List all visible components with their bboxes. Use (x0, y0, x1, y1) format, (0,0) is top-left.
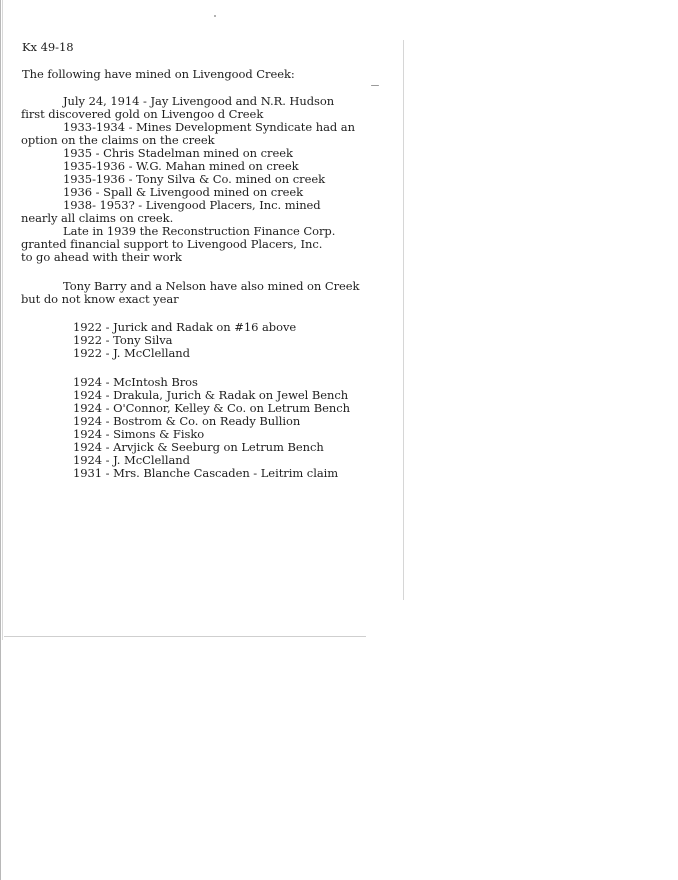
document-id: Kx 49-18 (22, 40, 74, 54)
history-line: nearly all claims on creek. (21, 211, 174, 225)
entry-1922: 1922 - Tony Silva (73, 333, 173, 347)
history-line: granted financial support to Livengood Placers, Inc. (21, 237, 323, 251)
scan-speck (214, 15, 216, 17)
entry-1922: 1922 - J. McClelland (73, 346, 190, 360)
history-line: July 24, 1914 - Jay Livengood and N.R. Hudson (63, 94, 335, 108)
frame-left-line (2, 0, 3, 640)
scan-speck (371, 85, 379, 86)
entry-1924: 1924 - J. McClelland (73, 453, 190, 467)
entry-1924: 1924 - Bostrom & Co. on Ready Bullion (73, 414, 301, 428)
entry-1922: 1922 - Jurick and Radak on #16 above (73, 320, 297, 334)
history-line: 1933-1934 - Mines Development Syndicate had an (63, 120, 355, 134)
note-line: but do not know exact year (21, 292, 179, 306)
entry-1924: 1924 - Drakula, Jurich & Radak on Jewel Bench (73, 388, 349, 402)
note-line: Tony Barry and a Nelson have also mined on Creek (63, 279, 360, 293)
entry-1931: 1931 - Mrs. Blanche Cascaden - Leitrim claim (73, 466, 339, 480)
history-line: first discovered gold on Livengoo d Creek (21, 107, 264, 121)
intro-heading: The following have mined on Livengood Creek: (22, 67, 295, 81)
frame-right-line (403, 40, 404, 600)
entry-1924: 1924 - Arvjick & Seeburg on Letrum Bench (73, 440, 324, 454)
entry-1924: 1924 - Simons & Fisko (73, 427, 205, 441)
history-line: 1935-1936 - W.G. Mahan mined on creek (63, 159, 299, 173)
entry-1924: 1924 - McIntosh Bros (73, 375, 198, 389)
history-line: option on the claims on the creek (21, 133, 215, 147)
history-line: 1935-1936 - Tony Silva & Co. mined on creek (63, 172, 326, 186)
history-line: to go ahead with their work (21, 250, 182, 264)
entry-1924: 1924 - O'Connor, Kelley & Co. on Letrum Bench (73, 401, 350, 415)
scan-edge (0, 0, 1, 880)
history-line: 1935 - Chris Stadelman mined on creek (63, 146, 293, 160)
history-line: Late in 1939 the Reconstruction Finance Corp. (63, 224, 336, 238)
frame-bottom-line (4, 636, 366, 637)
history-line: 1936 - Spall & Livengood mined on creek (63, 185, 304, 199)
history-line: 1938- 1953? - Livengood Placers, Inc. mined (63, 198, 321, 212)
